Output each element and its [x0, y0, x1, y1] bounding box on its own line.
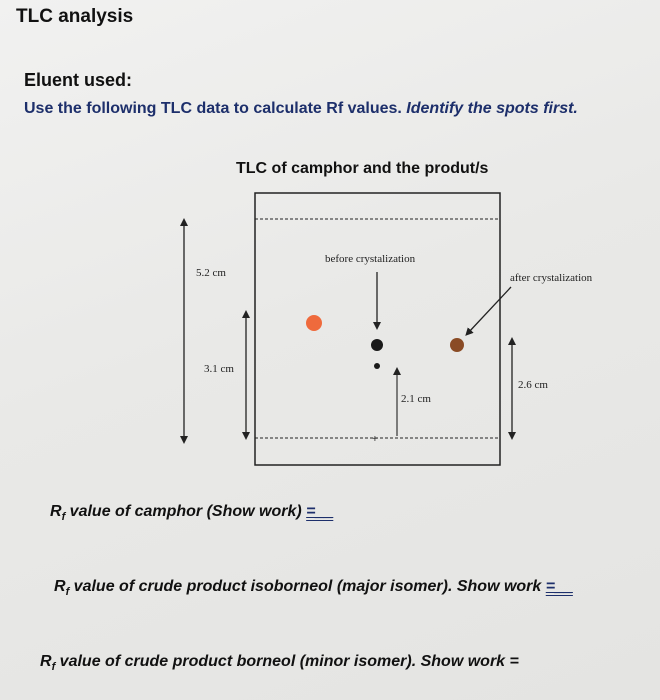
instruction-emphasis: Identify the spots first. [406, 100, 578, 117]
q2-text: value of crude product isoborneol (major isomer). Show work [69, 578, 546, 595]
q2-sub: f [65, 586, 70, 599]
solvent-distance-label: 5.2 cm [196, 267, 226, 279]
baseline-tick: + [372, 434, 378, 445]
q1-answer-blank[interactable]: =__ [306, 503, 334, 520]
before-label: before crystalization [325, 253, 416, 265]
q1-text: value of camphor (Show work) [65, 503, 307, 520]
question-borneol-rf [40, 653, 519, 673]
crude-minor-spot [374, 363, 380, 369]
page-title: TLC analysis [16, 6, 134, 27]
eluent-label: Eluent used: [24, 70, 133, 90]
q3-text: value of crude product borneol (minor isomer). Show work [55, 653, 510, 670]
instruction-main: Use the following TLC data to calculate Rf values. [24, 100, 402, 117]
q2-answer-blank[interactable]: =__ [545, 578, 573, 595]
product-spot [450, 338, 464, 352]
crude-major-spot [371, 339, 383, 351]
q1-sub: f [61, 511, 66, 524]
q3-prefix: R [40, 653, 52, 670]
question-isoborneol-rf [54, 578, 573, 598]
question-camphor-rf [50, 503, 333, 523]
after-label: after crystalization [510, 272, 593, 284]
after-pointer-arrow [468, 287, 511, 333]
crude-minor-distance-label: 2.1 cm [401, 393, 431, 405]
after-distance-label: 2.6 cm [518, 379, 548, 391]
q3-answer-blank[interactable]: = [509, 653, 519, 670]
camphor-spot [306, 315, 322, 331]
tlc-title: TLC of camphor and the produt/s [236, 160, 489, 177]
q2-prefix: R [54, 578, 66, 595]
tlc-plate [255, 193, 500, 465]
q3-sub: f [51, 661, 56, 674]
q1-prefix: R [50, 503, 62, 520]
camphor-distance-label: 3.1 cm [204, 363, 234, 375]
